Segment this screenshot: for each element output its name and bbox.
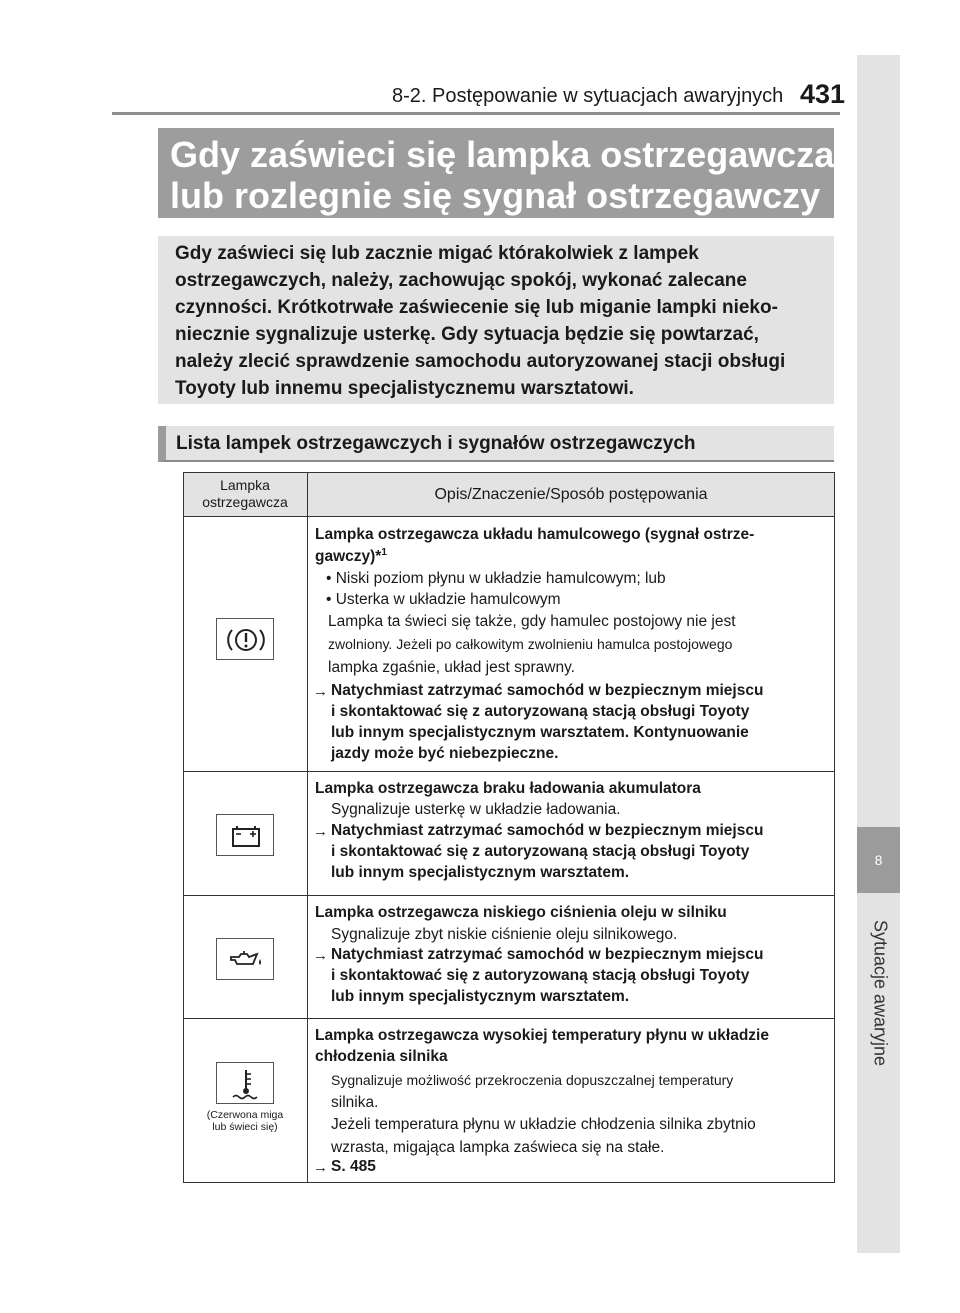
- row2-action: lub innym specjalistycznym warsztatem.: [331, 864, 630, 881]
- row4-title-line1: Lampka ostrzegawcza wysokiej temperatury płynu w układzie: [315, 1027, 769, 1044]
- section-heading: Lista lampek ostrzegawczych i sygnałów ostrzegawczych: [176, 433, 696, 454]
- row1-text: Lampka ta świeci się także, gdy hamulec postojowy nie jest: [328, 613, 736, 630]
- row2-action: i skontaktować się z autoryzowaną stacją obsługi Toyoty: [331, 843, 750, 860]
- page-title-line-1: Gdy zaświeci się lampka ostrzegawcza: [170, 134, 835, 175]
- table-header-col1: [184, 477, 306, 511]
- page-title: [158, 128, 834, 218]
- row1-action: jazdy może być niebezpieczne.: [331, 745, 559, 762]
- intro-line: Toyoty lub innemu specjalistycznemu warsztatowi.: [175, 378, 634, 399]
- table-row-divider: [183, 771, 835, 772]
- row1-title-line2-text: gawczy)*: [315, 548, 382, 566]
- arrow-icon: →: [313, 1159, 328, 1176]
- battery-charge-icon: [216, 814, 274, 856]
- row3-title: Lampka ostrzegawcza niskiego ciśnienia oleju w silniku: [315, 904, 727, 921]
- row3-action: Natychmiast zatrzymać samochód w bezpiecznym miejscu: [331, 946, 764, 963]
- intro-line: niecznie sygnalizuje usterkę. Gdy sytuacja będzie się powtarzać,: [175, 324, 759, 345]
- arrow-icon: →: [313, 683, 328, 700]
- row2-title: Lampka ostrzegawcza braku ładowania akumulatora: [315, 780, 701, 797]
- oil-pressure-icon: [216, 938, 274, 980]
- row1-text: lampka zgaśnie, układ jest sprawny.: [328, 659, 575, 676]
- intro-line: należy zlecić sprawdzenie samochodu autoryzowanej stacji obsługi: [175, 351, 786, 372]
- row1-bullet: • Usterka w układzie hamulcowym: [326, 591, 561, 608]
- table-row-divider: [183, 895, 835, 896]
- row4-text: Sygnalizuje możliwość przekroczenia dopuszczalnej temperatury: [331, 1072, 734, 1088]
- header-divider: [112, 112, 840, 115]
- row4-icon-note-line1: (Czerwona miga: [206, 1109, 284, 1121]
- intro-line: ostrzegawczych, należy, zachowując spokój, wykonać zalecane: [175, 270, 747, 291]
- row1-bullet: • Niski poziom płynu w układzie hamulcowym; lub: [326, 570, 666, 587]
- row4-title-line2: chłodzenia silnika: [315, 1048, 448, 1065]
- arrow-icon: →: [313, 947, 328, 964]
- row1-action: Natychmiast zatrzymać samochód w bezpiecznym miejscu: [331, 682, 764, 699]
- row4-text: Jeżeli temperatura płynu w układzie chłodzenia silnika zbytnio: [331, 1116, 756, 1133]
- chapter-title-vertical: Sytuacje awaryjne: [870, 919, 891, 1067]
- table-row-divider: [183, 1018, 835, 1019]
- chapter-number-tab[interactable]: 8: [857, 827, 900, 893]
- page-number: 431: [800, 79, 846, 109]
- table-column-divider: [307, 472, 308, 1183]
- coolant-temperature-icon: [216, 1062, 274, 1104]
- row1-title-line2: [315, 547, 387, 566]
- intro-line: czynności. Krótkotrwałe zaświecenie się lub miganie lampki nieko-: [175, 297, 778, 318]
- table-header-col1-line2: ostrzegawcza: [202, 494, 288, 510]
- table-header-col1-line1: Lampka: [220, 477, 270, 493]
- row2-text: Sygnalizuje usterkę w układzie ładowania.: [331, 801, 621, 818]
- row3-action: i skontaktować się z autoryzowaną stacją obsługi Toyoty: [331, 967, 750, 984]
- row1-title-line1: Lampka ostrzegawcza układu hamulcowego (sygnał ostrze-: [315, 526, 755, 543]
- row3-text: Sygnalizuje zbyt niskie ciśnienie oleju silnikowego.: [331, 926, 678, 943]
- row4-icon-note-line2: lub świeci się): [212, 1121, 278, 1133]
- intro-line: Gdy zaświeci się lub zacznie migać którakolwiek z lampek: [175, 243, 699, 264]
- table-header-col2: Opis/Znaczenie/Sposób postępowania: [434, 486, 708, 503]
- row4-text: wzrasta, migająca lampka zaświeca się na stałe.: [331, 1139, 665, 1156]
- brake-warning-icon: [216, 618, 274, 660]
- row3-action: lub innym specjalistycznym warsztatem.: [331, 988, 630, 1005]
- row4-text: silnika.: [331, 1094, 379, 1111]
- row1-text: zwolniony. Jeżeli po całkowitym zwolnieniu hamulca postojowego: [328, 636, 733, 652]
- row1-action: lub innym specjalistycznym warsztatem. Kontynuowanie: [331, 724, 749, 741]
- row2-action: Natychmiast zatrzymać samochód w bezpiecznym miejscu: [331, 822, 764, 839]
- arrow-icon: →: [313, 823, 328, 840]
- chapter-sidebar: [857, 55, 900, 1253]
- footnote-mark: 1: [381, 547, 387, 558]
- header-section-title: 8-2. Postępowanie w sytuacjach awaryjnych: [392, 85, 784, 107]
- row1-action: i skontaktować się z autoryzowaną stacją obsługi Toyoty: [331, 703, 750, 720]
- page-reference-link[interactable]: S. 485: [331, 1158, 376, 1175]
- page-title-line-2: lub rozlegnie się sygnał ostrzegawczy: [170, 175, 821, 216]
